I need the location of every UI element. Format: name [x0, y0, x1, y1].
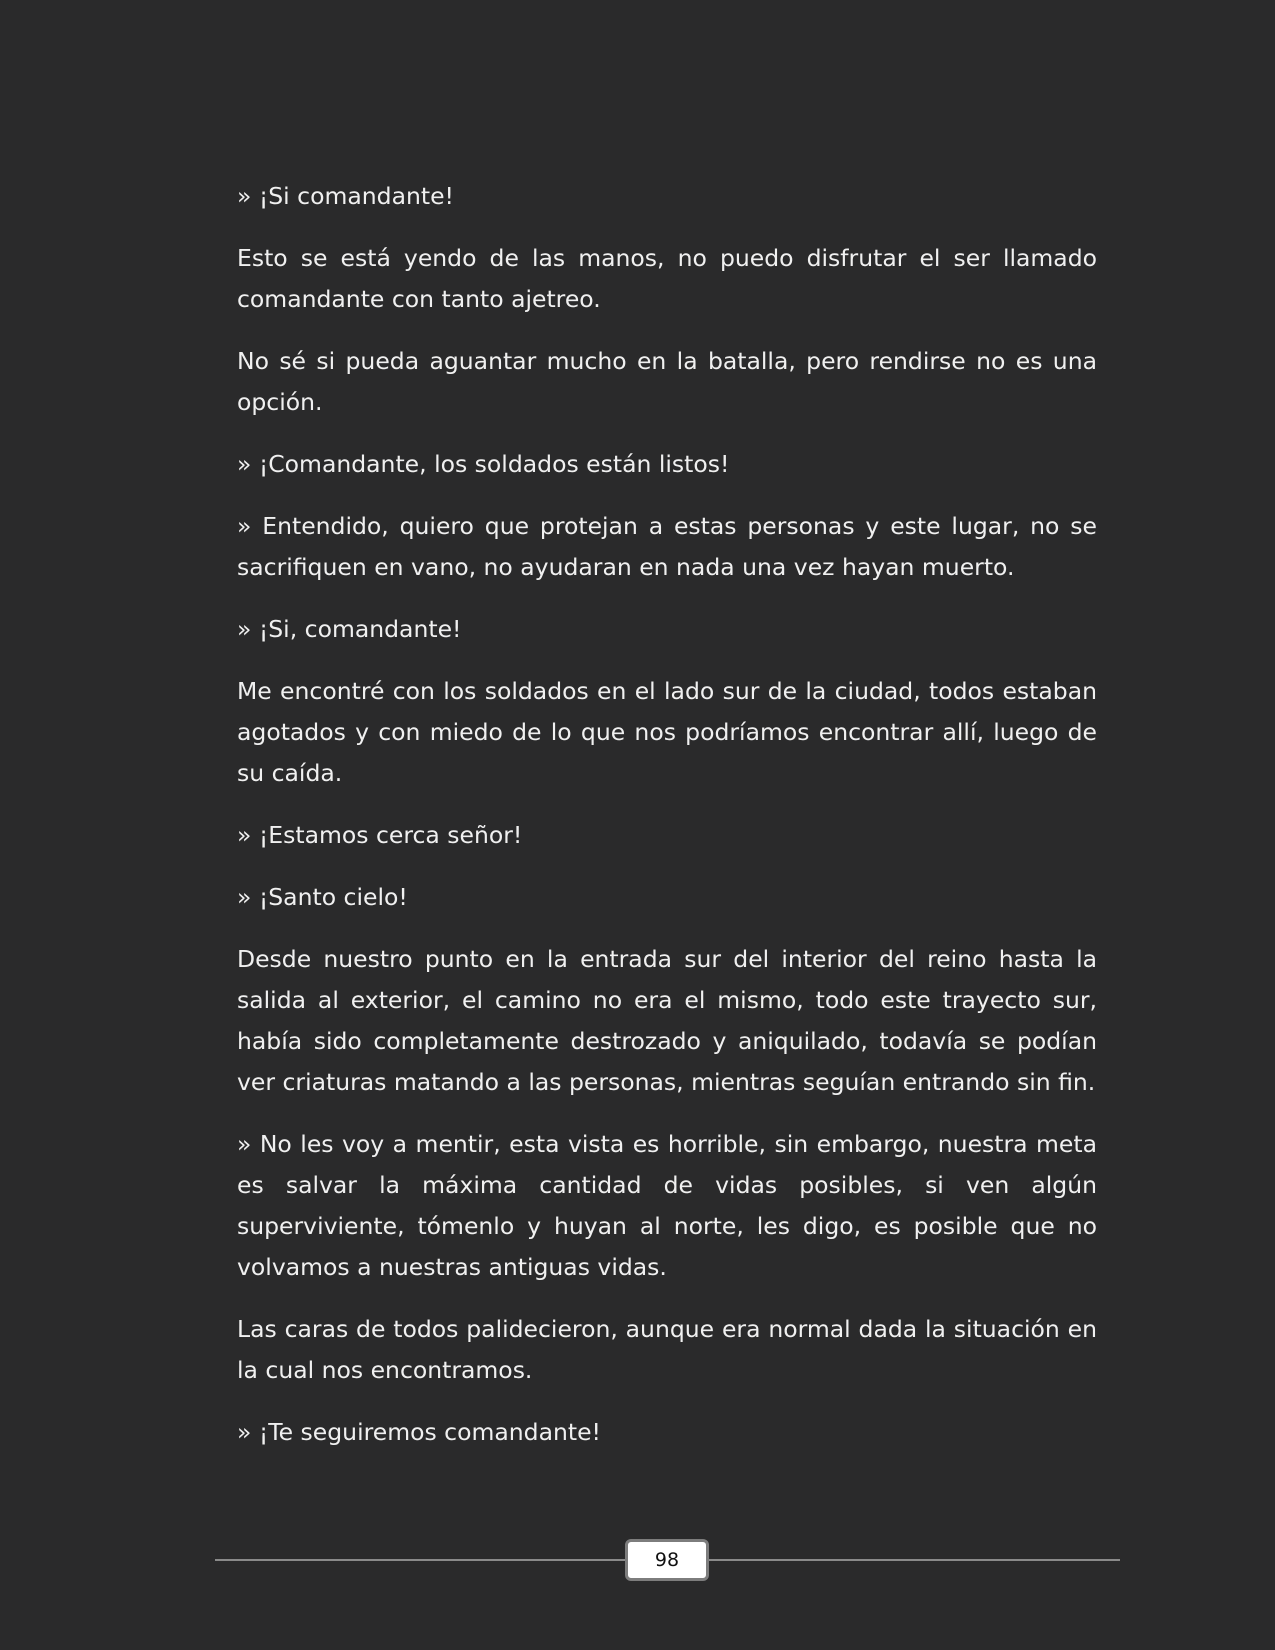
- paragraph: » ¡Comandante, los soldados están listos!: [237, 450, 730, 478]
- paragraph: » No les voy a mentir, esta vista es horrible, sin embargo, nuestra meta es salvar la máxima cantidad de vidas posibles, si ven algún superviviente, tómenlo y huyan al norte, les digo, es posible que no volvamos a nuestras antiguas vidas.: [237, 1130, 1097, 1281]
- paragraph: » ¡Si comandante!: [237, 182, 454, 210]
- page-number: 98: [625, 1539, 709, 1581]
- paragraph: » ¡Estamos cerca señor!: [237, 821, 523, 849]
- page-body: [237, 176, 1097, 1474]
- paragraph: » ¡Si, comandante!: [237, 615, 462, 643]
- paragraph: Las caras de todos palidecieron, aunque era normal dada la situación en la cual nos encontramos.: [237, 1315, 1097, 1384]
- paragraph: » ¡Te seguiremos comandante!: [237, 1418, 601, 1446]
- paragraph: » ¡Santo cielo!: [237, 883, 408, 911]
- paragraph: » Entendido, quiero que protejan a estas personas y este lugar, no se sacrifiquen en vano, no ayudaran en nada una vez hayan muerto.: [237, 512, 1097, 581]
- paragraph: Esto se está yendo de las manos, no puedo disfrutar el ser llamado comandante con tanto ajetreo.: [237, 244, 1097, 313]
- paragraph: No sé si pueda aguantar mucho en la batalla, pero rendirse no es una opción.: [237, 347, 1097, 416]
- paragraph: Me encontré con los soldados en el lado sur de la ciudad, todos estaban agotados y con miedo de lo que nos podríamos encontrar allí, luego de su caída.: [237, 677, 1097, 787]
- paragraph: Desde nuestro punto en la entrada sur del interior del reino hasta la salida al exterior, el camino no era el mismo, todo este trayecto sur, había sido completamente destrozado y aniquilado, todavía se podían ver criaturas matando a las personas, mientras seguían entrando sin fin.: [237, 945, 1097, 1096]
